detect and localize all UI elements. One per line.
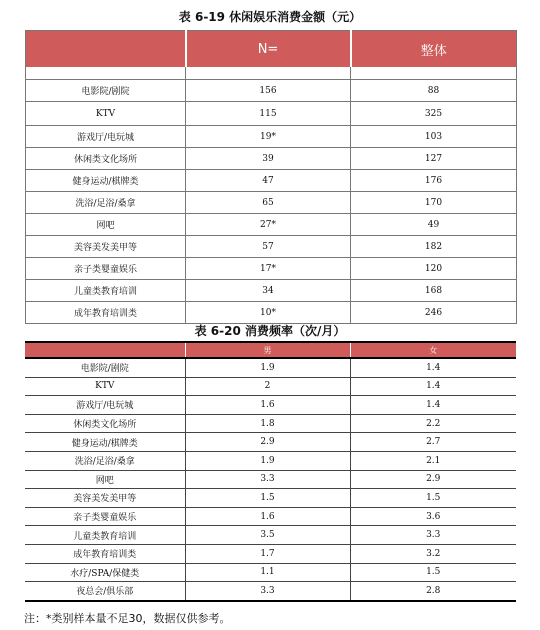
row-value-2: 2.1 xyxy=(350,451,516,470)
row-label: KTV xyxy=(25,377,185,396)
row-label: 电影院/剧院 xyxy=(26,80,186,102)
row-value-1: 2 xyxy=(185,377,350,396)
row-value-2: 2.8 xyxy=(350,582,516,601)
row-value-2: 246 xyxy=(351,302,517,324)
row-value-1: 3.5 xyxy=(185,526,350,545)
row-value-1: 1.6 xyxy=(185,507,350,526)
row-label: 网吧 xyxy=(25,470,185,489)
table-row xyxy=(25,507,516,526)
row-value-1: 1.1 xyxy=(185,563,350,582)
row-value-2: 3.6 xyxy=(350,507,516,526)
row-value-2: 1.4 xyxy=(350,358,516,377)
row-value-2: 1.4 xyxy=(350,377,516,396)
table-row xyxy=(26,236,517,258)
row-value-2: 170 xyxy=(351,192,517,214)
row-value-2: 1.4 xyxy=(350,396,516,415)
row-value-1: 1.9 xyxy=(185,358,350,377)
row-label: 成年教育培训类 xyxy=(25,544,185,563)
row-label: 休闲类文化场所 xyxy=(26,148,186,170)
row-value-2: 168 xyxy=(351,280,517,302)
table-row xyxy=(25,489,516,508)
header-male: 男 xyxy=(185,342,350,358)
row-value-1: 3.3 xyxy=(185,470,350,489)
header-female: 女 xyxy=(350,342,516,358)
row-label: 网吧 xyxy=(26,214,186,236)
header-total: 整体 xyxy=(351,31,517,68)
row-label: 美容美发美甲等 xyxy=(26,236,186,258)
row-value-2: 127 xyxy=(351,148,517,170)
table-row xyxy=(26,214,517,236)
row-value-2: 1.5 xyxy=(350,489,516,508)
table-row xyxy=(26,302,517,324)
table-header-row xyxy=(26,31,517,68)
table-row xyxy=(25,396,516,415)
table-row xyxy=(25,563,516,582)
table-row xyxy=(25,377,516,396)
table-row xyxy=(26,102,517,126)
spacer-row xyxy=(26,67,517,80)
row-label: 休闲类文化场所 xyxy=(25,414,185,433)
table-row xyxy=(26,170,517,192)
table-row xyxy=(26,80,517,102)
row-value-2: 49 xyxy=(351,214,517,236)
header-blank-cell xyxy=(25,342,185,358)
row-value-1: 2.9 xyxy=(185,433,350,452)
row-label: 美容美发美甲等 xyxy=(25,489,185,508)
footnote: 注：*类别样本量不足30，数据仅供参考。 xyxy=(24,612,231,625)
table1-title: 表 6-19 休闲娱乐消费金额（元） xyxy=(178,10,362,24)
table-row xyxy=(25,451,516,470)
row-value-2: 3.3 xyxy=(350,526,516,545)
row-value-2: 325 xyxy=(351,102,517,126)
row-label: 水疗/SPA/保健类 xyxy=(25,563,185,582)
row-value-1: 47 xyxy=(186,170,351,192)
header-n: N= xyxy=(186,31,351,68)
row-value-1: 10* xyxy=(186,302,351,324)
row-label: 夜总会/俱乐部 xyxy=(25,582,185,601)
table-row xyxy=(26,148,517,170)
row-label: 洗浴/足浴/桑拿 xyxy=(25,451,185,470)
row-label: 洗浴/足浴/桑拿 xyxy=(26,192,186,214)
row-label: 成年教育培训类 xyxy=(26,302,186,324)
table-row xyxy=(25,544,516,563)
table-row xyxy=(25,414,516,433)
row-value-1: 39 xyxy=(186,148,351,170)
row-value-1: 3.3 xyxy=(185,582,350,601)
header-blank-cell xyxy=(26,31,186,68)
table-row xyxy=(26,280,517,302)
table-header-row xyxy=(25,342,516,358)
table-row xyxy=(25,526,516,545)
row-label: 游戏厅/电玩城 xyxy=(26,126,186,148)
table-row xyxy=(26,192,517,214)
row-value-2: 182 xyxy=(351,236,517,258)
table-row xyxy=(25,358,516,377)
row-value-1: 1.7 xyxy=(185,544,350,563)
row-value-2: 3.2 xyxy=(350,544,516,563)
row-label: 健身运动/棋牌类 xyxy=(25,433,185,452)
row-value-2: 120 xyxy=(351,258,517,280)
row-value-1: 1.6 xyxy=(185,396,350,415)
row-label: 亲子类婴童娱乐 xyxy=(26,258,186,280)
row-value-2: 2.9 xyxy=(350,470,516,489)
row-label: 电影院/剧院 xyxy=(80,364,129,375)
row-value-2: 176 xyxy=(351,170,517,192)
row-value-1: 65 xyxy=(186,192,351,214)
row-value-1: 27* xyxy=(186,214,351,236)
row-value-1: 156 xyxy=(186,80,351,102)
row-label: 健身运动/棋牌类 xyxy=(26,170,186,192)
consumption-frequency-table xyxy=(25,341,516,602)
row-label: 儿童类教育培训 xyxy=(25,526,185,545)
row-value-1: 34 xyxy=(186,280,351,302)
row-value-2: 2.2 xyxy=(350,414,516,433)
table-row xyxy=(25,433,516,452)
row-label: 游戏厅/电玩城 xyxy=(25,396,185,415)
row-label: 亲子类婴童娱乐 xyxy=(25,507,185,526)
table-row xyxy=(25,582,516,601)
row-value-1: 115 xyxy=(186,102,351,126)
table-row xyxy=(26,126,517,148)
row-value-2: 1.5 xyxy=(350,563,516,582)
table2-title: 表 6-20 消费频率（次/月） xyxy=(194,324,346,338)
table-row xyxy=(26,258,517,280)
row-value-2: 103 xyxy=(351,126,517,148)
row-value-1: 1.5 xyxy=(185,489,350,508)
row-value-2: 2.7 xyxy=(350,433,516,452)
row-value-2: 88 xyxy=(351,80,517,102)
table-row xyxy=(25,470,516,489)
row-value-1: 1.9 xyxy=(185,451,350,470)
row-label: KTV xyxy=(26,102,186,126)
row-value-1: 19* xyxy=(186,126,351,148)
consumption-amount-table xyxy=(25,30,517,324)
row-label: 儿童类教育培训 xyxy=(26,280,186,302)
row-value-1: 17* xyxy=(186,258,351,280)
row-value-1: 1.8 xyxy=(185,414,350,433)
row-value-1: 57 xyxy=(186,236,351,258)
